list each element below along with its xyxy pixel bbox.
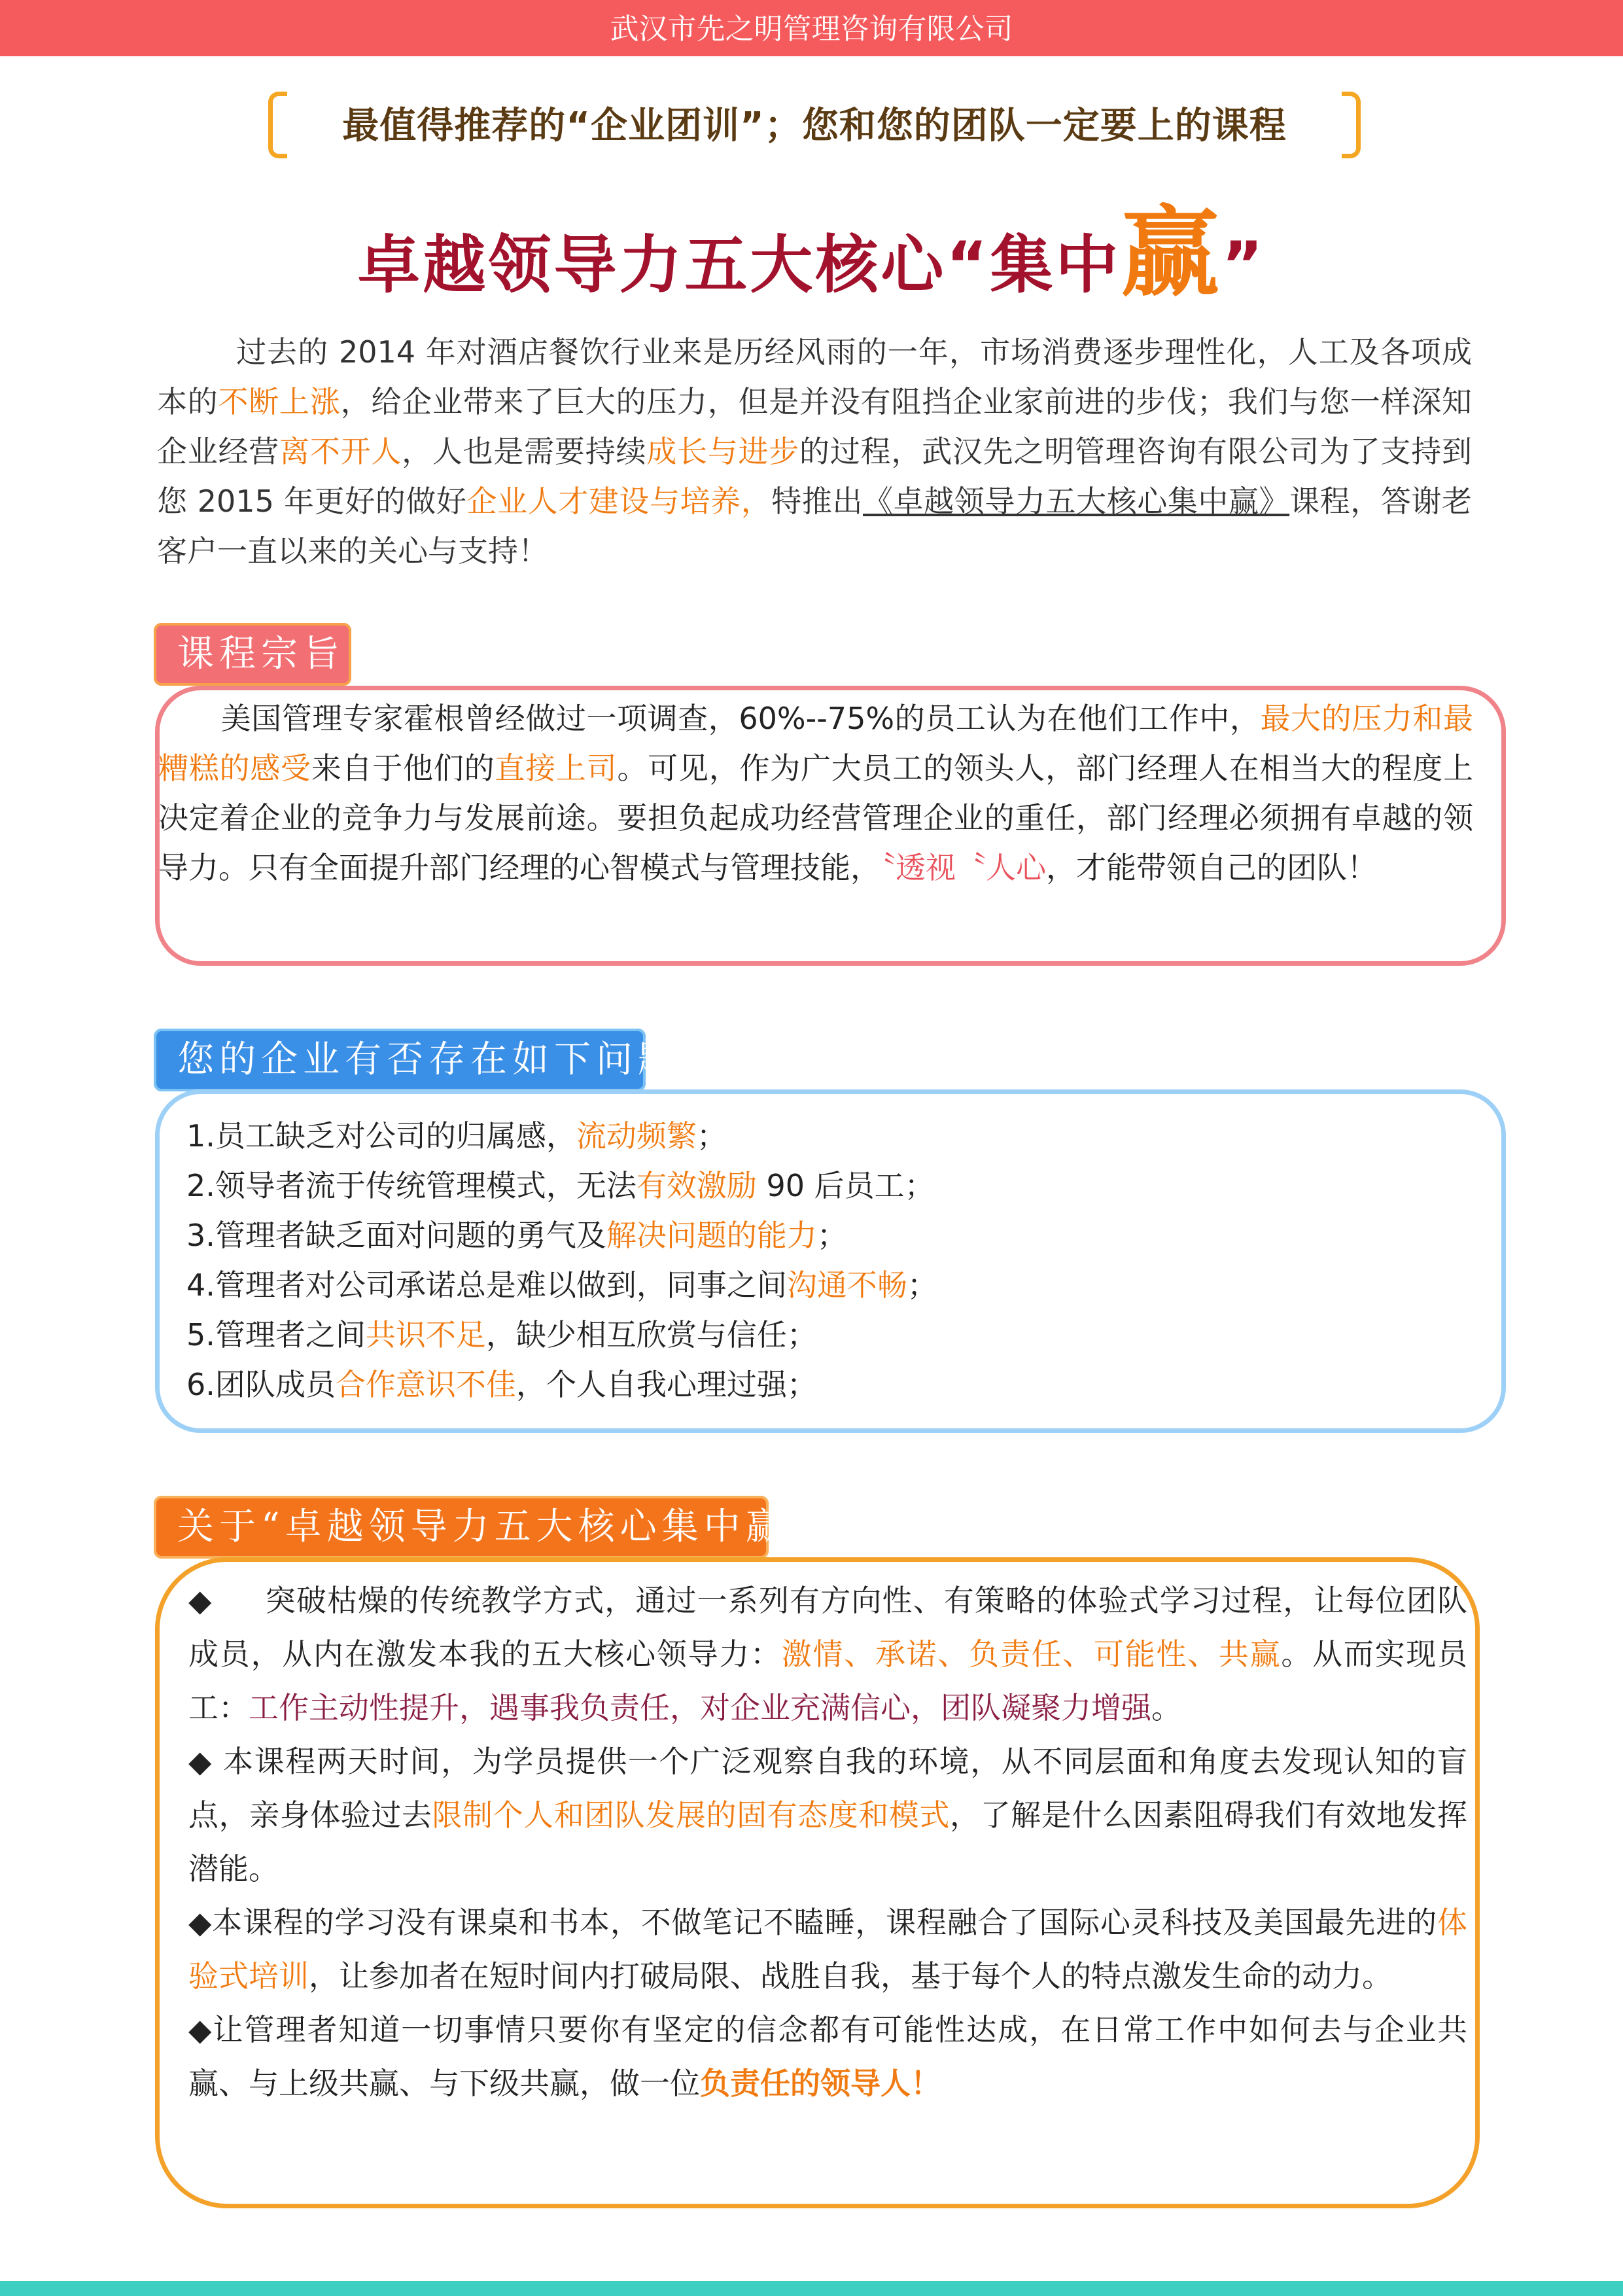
purpose-text-part: 来自于他们的 [311, 751, 495, 786]
problems-list [186, 1111, 1429, 1409]
list-item: 1.员工缺乏对公司的归属感，流动频繁； [186, 1118, 727, 1154]
left-bracket-icon [268, 92, 287, 158]
header-banner [0, 0, 1623, 56]
company-name: 武汉市先之明管理咨询有限公司 [610, 12, 1013, 46]
right-bracket-icon [1342, 92, 1361, 158]
list-item: 3.管理者缺乏面对问题的勇气及解决问题的能力； [186, 1218, 847, 1253]
list-item: 4.管理者对公司承诺总是难以做到，同事之间沟通不畅； [186, 1267, 937, 1303]
section-tab-purpose: 课程宗旨 [154, 623, 351, 686]
intro-text: 特推出 [771, 484, 864, 519]
purpose-text-part: 。可见，作为广大员工的领头人，部门经理人在相当大的程度上决定着企业的竞争力与发展前途。要担负起成功经营管理企业的重任，部门经理必须拥有卓越的领导力。只有全面提升部门经理的心智模式与管理技能， [158, 751, 1474, 885]
about-text [188, 1574, 1467, 2110]
purpose-text [158, 694, 1473, 892]
intro-text: 过去的 2014 年对酒店餐饮行业来是历经风雨的一年，市场消费逐步理性化，人工及各项成本的 [157, 334, 1472, 419]
purpose-highlight: 直接上司 [495, 751, 618, 786]
about-bullet-1: ◆ 突破枯燥的传统教学方式，通过一系列有方向性、有策略的体验式学习过程，让每位团队成员，从内在激发本我的五大核心领导力：激情、承诺、负责任、可能性、共赢。从而实现员工：工作主动性提升，遇事我负责任，对企业充满信心，团队凝聚力增强。 [188, 1583, 1468, 1725]
intro-highlight: 成长与进步 [646, 434, 800, 469]
intro-paragraph [157, 327, 1472, 576]
about-bullet-2: ◆ 本课程两天时间，为学员提供一个广泛观察自我的环境，从不同层面和角度去发现认知的盲点，亲身体验过去限制个人和团队发展的固有态度和模式，了解是什么因素阻碍我们有效地发挥潜能。 [188, 1744, 1468, 1886]
section-tab-problems: 您的企业有否存在如下问题 [154, 1029, 646, 1091]
title-highlight: 赢 [1121, 196, 1222, 310]
intro-text: 的过程，武汉先之明管理咨询有限公司为了支持到您 2015 年更好的做好 [157, 434, 1473, 519]
footer-bar [0, 2281, 1623, 2296]
list-item: 6.团队成员合作意识不佳，个人自我心理过强； [186, 1367, 817, 1402]
intro-highlight: 不断上涨 [218, 384, 341, 419]
list-item: 2.领导者流于传统管理模式，无法有效激励 90 后员工； [186, 1168, 935, 1203]
course-name: 《卓越领导力五大核心集中赢》 [863, 484, 1290, 519]
intro-highlight: 离不开人 [279, 434, 402, 469]
intro-text: ，人也是需要持续 [402, 434, 647, 469]
about-bullet-3: ◆本课程的学习没有课桌和书本，不做笔记不瞌睡，课程融合了国际心灵科技及美国最先进的体验式培训，让参加者在短时间内打破局限、战胜自我，基于每个人的特点激发生命的动力。 [188, 1905, 1467, 1994]
intro-text: 课程，答谢老客户一直以来的关心与支持！ [157, 484, 1473, 569]
purpose-highlight-red: 〝透视〝人心 [881, 850, 1046, 885]
list-item: 5.管理者之间共识不足，缺少相互欣赏与信任； [186, 1317, 817, 1352]
title-end: ” [1221, 228, 1266, 302]
title-main: 卓越领导力五大核心“集中 [357, 228, 1121, 302]
subtitle-block [268, 92, 1361, 157]
purpose-highlight: 最大的压力和最糟糕的感受 [158, 701, 1474, 786]
diamond-icon: ◆ [188, 1583, 213, 1618]
section-tab-about: 关于“卓越领导力五大核心集中赢” [154, 1496, 769, 1559]
subtitle-text: 最值得推荐的“企业团训”；您和您的团队一定要上的课程 [342, 105, 1287, 147]
intro-text: ，给企业带来了巨大的压力，但是并没有阻挡企业家前进的步伐；我们与您一样深知企业经营 [157, 384, 1473, 469]
purpose-text-part: ，才能带领自己的团队！ [1046, 850, 1377, 885]
intro-highlight: 企业人才建设与培养， [466, 484, 772, 519]
about-bullet-4: ◆让管理者知道一切事情只要你有坚定的信念都有可能性达成，在日常工作中如何去与企业共赢、与上级共赢、与下级共赢，做一位负责任的领导人！ [188, 2012, 1467, 2101]
page-title [0, 173, 1623, 315]
purpose-text-part: 美国管理专家霍根曾经做过一项调查，60%--75%的员工认为在他们工作中， [220, 701, 1261, 736]
